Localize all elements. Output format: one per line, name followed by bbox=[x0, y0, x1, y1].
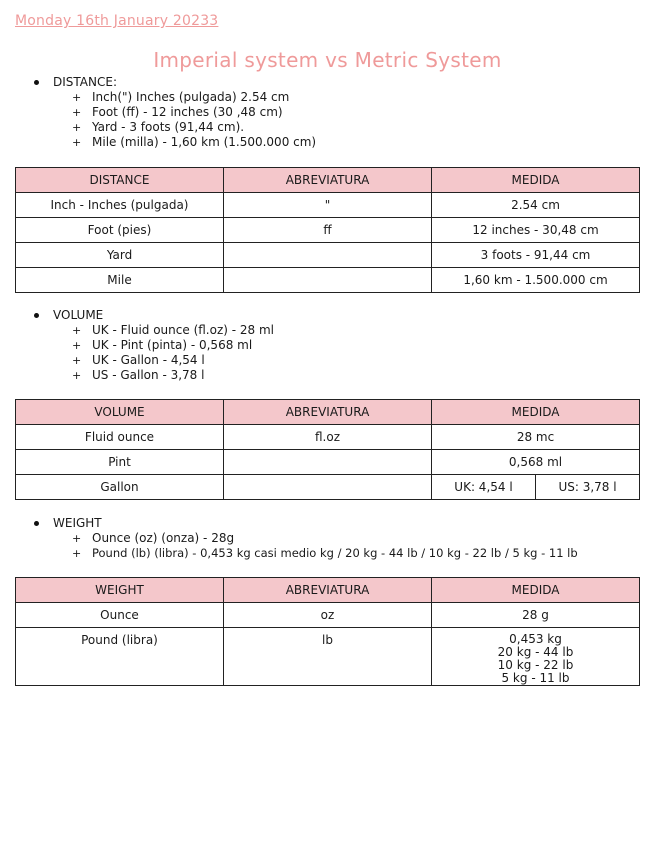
table-cell: lb bbox=[224, 628, 432, 686]
distance-heading-label: DISTANCE: bbox=[53, 75, 117, 89]
table-row bbox=[16, 628, 640, 686]
list-item: + Inch(") Inches (pulgada) 2.54 cm bbox=[72, 90, 290, 104]
distance-table bbox=[15, 167, 640, 293]
table-header-row bbox=[16, 400, 640, 425]
table-cell: Inch - Inches (pulgada) bbox=[16, 193, 224, 218]
list-item: + Pound (lb) (libra) - 0,453 kg casi medio kg / 20 kg - 44 lb / 10 kg - 22 lb / 5 kg - 11 lb bbox=[72, 546, 578, 560]
distance-section bbox=[0, 75, 655, 150]
plus-icon: + bbox=[72, 136, 82, 149]
table-header: ABREVIATURA bbox=[224, 400, 432, 425]
bullet-icon bbox=[34, 80, 39, 85]
plus-icon: + bbox=[72, 121, 82, 134]
table-header: WEIGHT bbox=[16, 578, 224, 603]
volume-list bbox=[0, 323, 655, 383]
table-row bbox=[16, 193, 640, 218]
volume-section bbox=[0, 308, 655, 383]
table-cell: Pound (libra) bbox=[16, 628, 224, 686]
table-row bbox=[16, 475, 640, 500]
table-header-row bbox=[16, 578, 640, 603]
table-row bbox=[16, 450, 640, 475]
table-row bbox=[16, 425, 640, 450]
table-row bbox=[16, 603, 640, 628]
table-header: ABREVIATURA bbox=[224, 578, 432, 603]
table-cell: 3 foots - 91,44 cm bbox=[432, 243, 640, 268]
table-row bbox=[16, 218, 640, 243]
gallon-uk-cell: UK: 4,54 l bbox=[432, 475, 536, 500]
list-item: + Foot (ff) - 12 inches (30 ,48 cm) bbox=[72, 105, 283, 119]
table-cell: 1,60 km - 1.500.000 cm bbox=[432, 268, 640, 293]
table-header: MEDIDA bbox=[432, 400, 640, 425]
table-header: DISTANCE bbox=[16, 168, 224, 193]
volume-heading-label: VOLUME bbox=[53, 308, 104, 322]
table-cell: 28 mc bbox=[432, 425, 640, 450]
list-item: + UK - Fluid ounce (fl.oz) - 28 ml bbox=[72, 323, 275, 337]
table-cell: Ounce bbox=[16, 603, 224, 628]
volume-table bbox=[15, 399, 640, 500]
table-cell: 2.54 cm bbox=[432, 193, 640, 218]
weight-section bbox=[0, 516, 655, 561]
weight-table bbox=[15, 577, 640, 686]
distance-heading bbox=[0, 75, 655, 90]
plus-icon: + bbox=[72, 354, 82, 367]
table-cell: 12 inches - 30,48 cm bbox=[432, 218, 640, 243]
table-header: VOLUME bbox=[16, 400, 224, 425]
table-cell: oz bbox=[224, 603, 432, 628]
plus-icon: + bbox=[72, 91, 82, 104]
plus-icon: + bbox=[72, 547, 82, 560]
weight-heading bbox=[0, 516, 655, 531]
table-cell: ff bbox=[224, 218, 432, 243]
table-header: ABREVIATURA bbox=[224, 168, 432, 193]
table-cell: Mile bbox=[16, 268, 224, 293]
table-cell bbox=[224, 268, 432, 293]
plus-icon: + bbox=[72, 339, 82, 352]
table-cell: Foot (pies) bbox=[16, 218, 224, 243]
table-cell: Gallon bbox=[16, 475, 224, 500]
table-cell: 0,568 ml bbox=[432, 450, 640, 475]
plus-icon: + bbox=[72, 532, 82, 545]
plus-icon: + bbox=[72, 369, 82, 382]
pound-value: 10 kg - 22 lb bbox=[497, 658, 574, 672]
table-cell bbox=[224, 475, 432, 500]
table-cell: Fluid ounce bbox=[16, 425, 224, 450]
table-cell: 28 g bbox=[432, 603, 640, 628]
list-item: + Mile (milla) - 1,60 km (1.500.000 cm) bbox=[72, 135, 317, 149]
table-cell bbox=[224, 243, 432, 268]
list-item: + Yard - 3 foots (91,44 cm). bbox=[72, 120, 245, 134]
pound-value: 5 kg - 11 lb bbox=[501, 671, 570, 685]
table-cell: Pint bbox=[16, 450, 224, 475]
distance-list bbox=[0, 90, 655, 150]
table-cell: fl.oz bbox=[224, 425, 432, 450]
list-item: + Ounce (oz) (onza) - 28g bbox=[72, 531, 235, 545]
weight-heading-label: WEIGHT bbox=[53, 516, 102, 530]
list-item: + UK - Pint (pinta) - 0,568 ml bbox=[72, 338, 253, 352]
document-date: Monday 16th January 20233 bbox=[15, 13, 219, 29]
list-item: + US - Gallon - 3,78 l bbox=[72, 368, 205, 382]
table-row bbox=[16, 268, 640, 293]
gallon-us-cell: US: 3,78 l bbox=[536, 475, 640, 500]
list-item: + UK - Gallon - 4,54 l bbox=[72, 353, 205, 367]
plus-icon: + bbox=[72, 106, 82, 119]
table-cell: Yard bbox=[16, 243, 224, 268]
table-cell bbox=[224, 450, 432, 475]
weight-list bbox=[0, 531, 655, 561]
table-row bbox=[16, 243, 640, 268]
document-title: Imperial system vs Metric System bbox=[153, 48, 502, 72]
bullet-icon bbox=[34, 313, 39, 318]
plus-icon: + bbox=[72, 324, 82, 337]
pound-value: 20 kg - 44 lb bbox=[497, 645, 574, 659]
table-header: MEDIDA bbox=[432, 578, 640, 603]
volume-heading bbox=[0, 308, 655, 323]
pound-value: 0,453 kg bbox=[509, 632, 562, 646]
table-cell: " bbox=[224, 193, 432, 218]
pound-values-cell bbox=[432, 628, 640, 686]
table-header-row bbox=[16, 168, 640, 193]
bullet-icon bbox=[34, 521, 39, 526]
table-header: MEDIDA bbox=[432, 168, 640, 193]
